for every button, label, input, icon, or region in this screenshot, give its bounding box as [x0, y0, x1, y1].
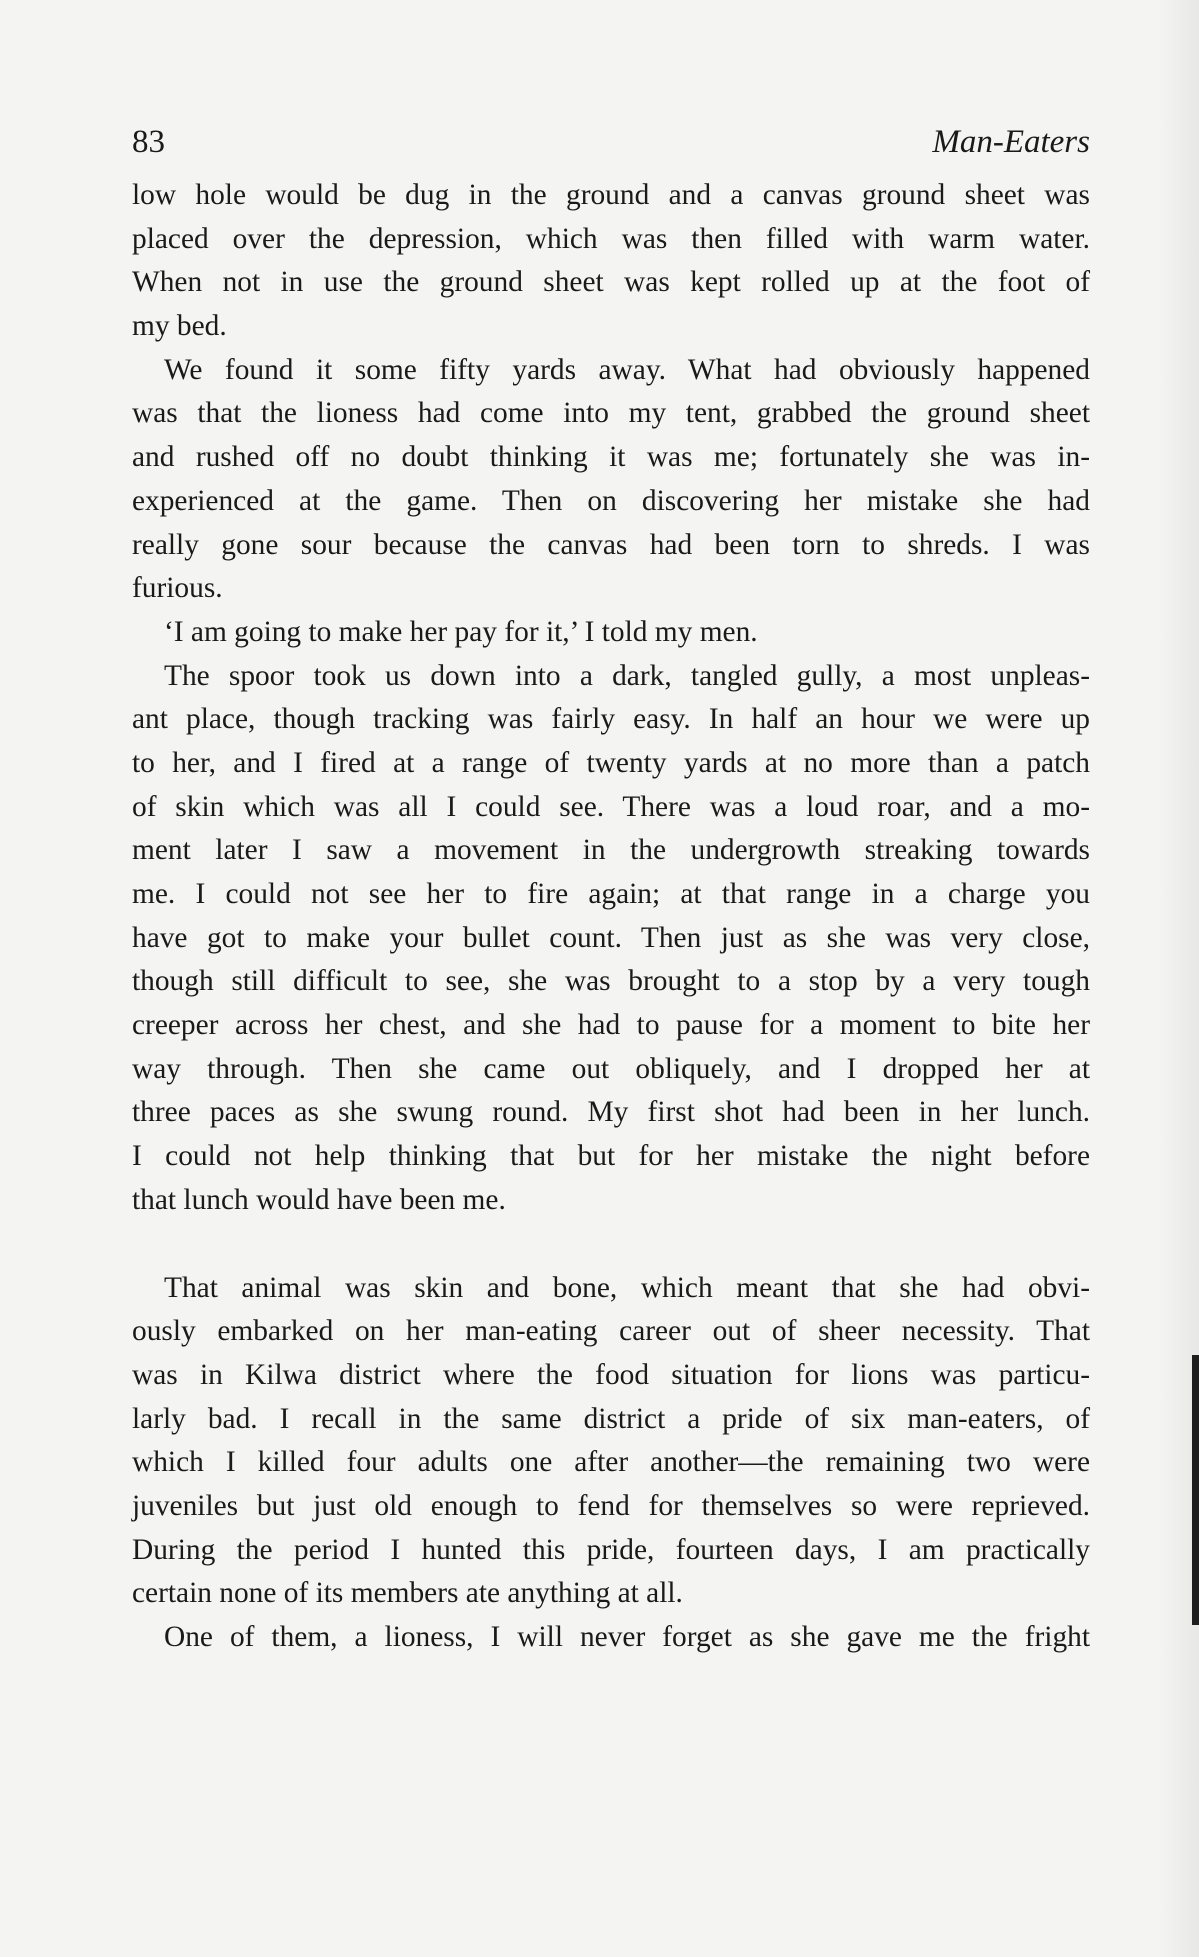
paragraph: [132, 1267, 1090, 1617]
running-title: Man-Eaters: [932, 124, 1090, 160]
text-line: larly bad. I recall in the same district a pride of six man-eaters, of: [132, 1402, 1090, 1435]
page-header: [132, 118, 1090, 166]
text-line: placed over the depression, which was then filled with warm water.: [132, 222, 1090, 255]
text-line: juveniles but just old enough to fend for themselves so were reprieved.: [132, 1489, 1090, 1522]
text-line: I could not help thinking that but for her mistake the night before: [132, 1140, 1090, 1173]
text-line: The spoor took us down into a dark, tangled gully, a most unpleas-: [164, 659, 1090, 692]
page-number: 83: [132, 124, 165, 160]
paragraph: [132, 349, 1090, 611]
text-line: certain none of its members ate anything at all.: [132, 1577, 683, 1610]
text-line: my bed.: [132, 310, 227, 343]
body-text: [132, 174, 1090, 1660]
text-line: low hole would be dug in the ground and a canvas ground sheet was: [132, 179, 1090, 211]
text-line: that lunch would have been me.: [132, 1183, 506, 1216]
paragraph: [132, 1616, 1090, 1660]
text-line: was that the lioness had come into my tent, grabbed the ground sheet: [132, 397, 1090, 430]
text-line: was in Kilwa district where the food situation for lions was particu-: [132, 1358, 1090, 1391]
text-line: and rushed off no doubt thinking it was me; fortunately she was in-: [132, 441, 1090, 474]
text-line: When not in use the ground sheet was kept rolled up at the foot of: [132, 266, 1090, 299]
text-line: really gone sour because the canvas had been torn to shreds. I was: [132, 528, 1090, 561]
paragraph: [132, 655, 1090, 1223]
text-line: have got to make your bullet count. Then just as she was very close,: [132, 921, 1090, 954]
text-line: of skin which was all I could see. There was a loud roar, and a mo-: [132, 790, 1090, 823]
text-section: [132, 174, 1090, 1223]
text-line: which I killed four adults one after another—the remaining two were: [132, 1446, 1090, 1479]
text-line: During the period I hunted this pride, fourteen days, I am practically: [132, 1533, 1090, 1566]
text-section: [132, 1267, 1090, 1660]
paragraph: [132, 174, 1090, 349]
text-line: We found it some fifty yards away. What had obviously happened: [164, 353, 1090, 386]
text-line: creeper across her chest, and she had to pause for a moment to bite her: [132, 1009, 1090, 1042]
section-break: [132, 1223, 1090, 1267]
text-line: ‘I am going to make her pay for it,’ I told my men.: [164, 615, 758, 648]
page-shading: [1159, 0, 1199, 1957]
text-line: though still difficult to see, she was brought to a stop by a very tough: [132, 965, 1090, 998]
text-line: ment later I saw a movement in the undergrowth streaking towards: [132, 834, 1090, 867]
paragraph: [132, 611, 1090, 655]
text-line: three paces as she swung round. My first shot had been in her lunch.: [132, 1096, 1090, 1129]
text-line: experienced at the game. Then on discovering her mistake she had: [132, 484, 1090, 517]
text-line: furious.: [132, 572, 223, 605]
text-line: me. I could not see her to fire again; at that range in a charge you: [132, 878, 1090, 910]
text-line: That animal was skin and bone, which meant that she had obvi-: [164, 1271, 1090, 1304]
text-line: ant place, though tracking was fairly easy. In half an hour we were up: [132, 703, 1090, 736]
text-line: One of them, a lioness, I will never forget as she gave me the fright: [164, 1621, 1090, 1653]
text-line: ously embarked on her man-eating career out of sheer necessity. That: [132, 1315, 1090, 1348]
text-line: way through. Then she came out obliquely, and I dropped her at: [132, 1052, 1090, 1085]
page-edge-shadow: [1192, 1355, 1199, 1625]
text-line: to her, and I fired at a range of twenty yards at no more than a patch: [132, 746, 1090, 779]
